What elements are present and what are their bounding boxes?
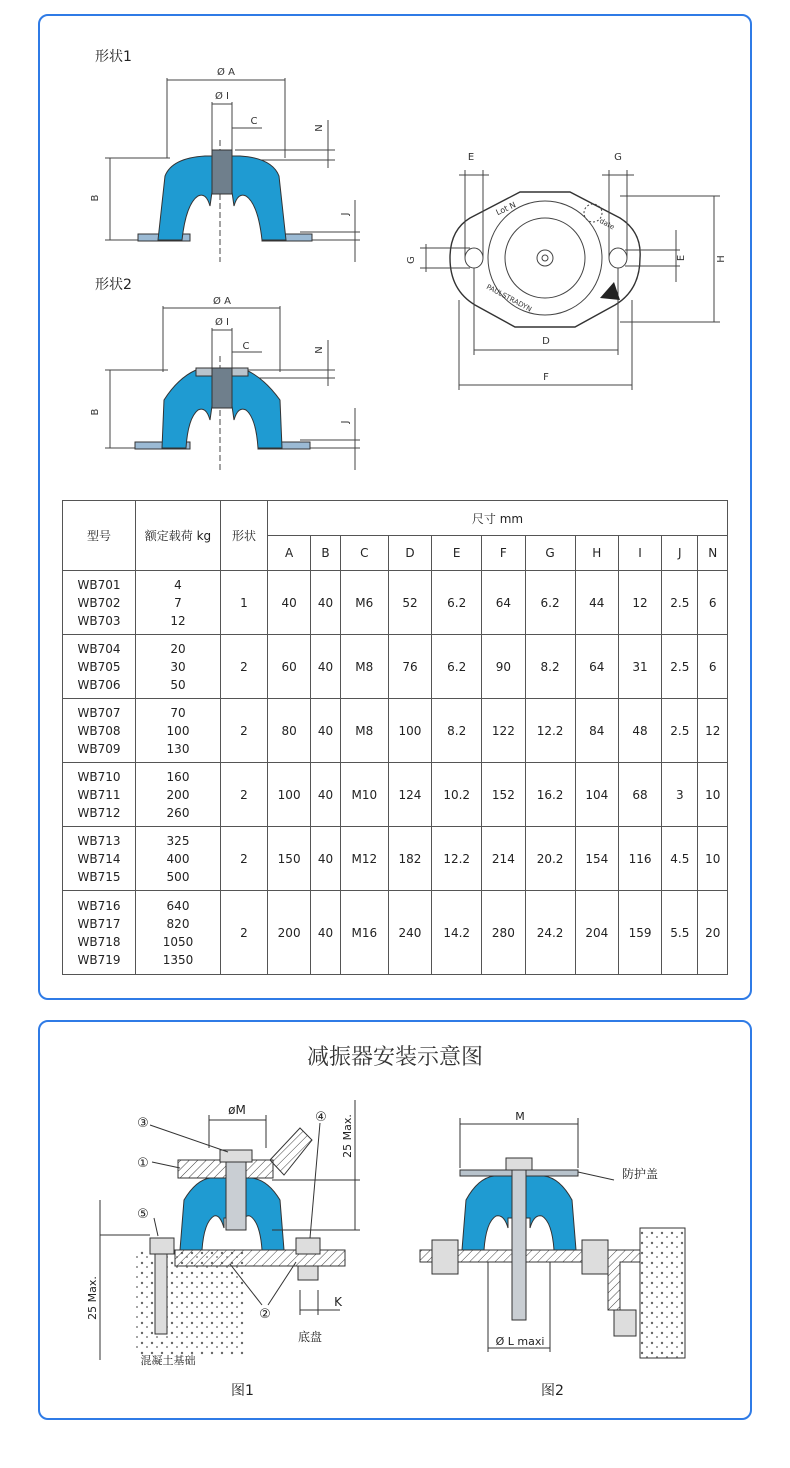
table-row (63, 827, 728, 891)
cell-shape: 2 (221, 891, 268, 975)
cell-loads (136, 635, 221, 699)
cell-shape: 2 (221, 763, 268, 827)
fig1-concrete: 混凝土基础 (140, 1354, 196, 1367)
cell-dim-i: 31 (618, 635, 661, 699)
cell-dim-g: 24.2 (525, 891, 575, 975)
cell-dim-d: 182 (388, 827, 431, 891)
th-dim-g: G (525, 536, 575, 571)
cell-dim-i: 48 (618, 699, 661, 763)
model-name: WB718 (77, 934, 121, 949)
mark-brand: PAULSTRADYN (484, 282, 533, 314)
install-title: 减振器安装示意图 (306, 1045, 483, 1070)
cell-dim-j: 2.5 (662, 635, 698, 699)
cell-dim-h: 204 (575, 891, 618, 975)
cell-dim-h: 44 (575, 571, 618, 635)
cell-shape: 1 (221, 571, 268, 635)
cell-loads (136, 891, 221, 975)
cell-models (63, 571, 136, 635)
cell-dim-f: 122 (482, 699, 525, 763)
load-value: 12 (170, 613, 186, 628)
table-row (63, 891, 728, 975)
model-name: WB704 (77, 641, 121, 656)
cell-loads (136, 699, 221, 763)
model-name: WB710 (77, 769, 121, 784)
dim-E-top: E (467, 152, 475, 163)
dim-N-2: N (314, 346, 325, 354)
cell-dim-h: 104 (575, 763, 618, 827)
cell-dim-c: M16 (340, 891, 388, 975)
cell-dim-g: 12.2 (525, 699, 575, 763)
callout-2: ② (259, 1307, 271, 1322)
model-name: WB705 (77, 659, 121, 674)
cell-dim-g: 16.2 (525, 763, 575, 827)
load-value: 4 (174, 577, 182, 592)
dimension-drawings (0, 0, 790, 500)
load-value: 50 (170, 677, 186, 692)
load-value: 820 (166, 916, 190, 931)
model-name: WB712 (77, 805, 121, 820)
caption-fig2: 图2 (541, 1383, 564, 1399)
cell-dim-j: 4.5 (662, 827, 698, 891)
load-value: 260 (166, 805, 190, 820)
th-dim-b: B (311, 536, 340, 571)
load-value: 1050 (162, 934, 194, 949)
cell-dim-a: 40 (268, 571, 311, 635)
cell-shape: 2 (221, 635, 268, 699)
cell-dim-a: 60 (268, 635, 311, 699)
cell-dim-g: 20.2 (525, 827, 575, 891)
model-name: WB708 (77, 723, 121, 738)
cell-dim-j: 5.5 (662, 891, 698, 975)
dim-G-top: G (614, 152, 622, 163)
install-drawings (0, 1090, 790, 1380)
cell-dim-i: 12 (618, 571, 661, 635)
model-name: WB711 (77, 787, 121, 802)
cell-dim-c: M10 (340, 763, 388, 827)
cell-dim-a: 100 (268, 763, 311, 827)
model-name: WB717 (77, 916, 121, 931)
cell-dim-e: 6.2 (432, 635, 482, 699)
cell-dim-n: 10 (698, 827, 728, 891)
dim-D: D (542, 336, 550, 347)
model-name: WB719 (77, 952, 121, 967)
dim-E-side: E (676, 254, 687, 262)
load-value: 400 (166, 851, 190, 866)
cell-dim-f: 90 (482, 635, 525, 699)
load-value: 200 (166, 787, 190, 802)
cell-dim-n: 6 (698, 571, 728, 635)
mark-lot: Lot N (494, 200, 518, 218)
cell-shape: 2 (221, 699, 268, 763)
fig2-cover: 防护盖 (621, 1167, 659, 1181)
cell-loads (136, 827, 221, 891)
cell-dim-g: 8.2 (525, 635, 575, 699)
cell-dim-d: 100 (388, 699, 431, 763)
model-name: WB713 (77, 833, 121, 848)
cell-dim-i: 68 (618, 763, 661, 827)
cell-dim-d: 76 (388, 635, 431, 699)
cell-models (63, 891, 136, 975)
cell-dim-i: 159 (618, 891, 661, 975)
th-dim-a: A (268, 536, 311, 571)
cell-dim-e: 8.2 (432, 699, 482, 763)
cell-dim-f: 152 (482, 763, 525, 827)
cell-models (63, 699, 136, 763)
cell-dim-b: 40 (311, 763, 340, 827)
fig1-phiM: øM (228, 1103, 246, 1117)
cell-dim-j: 3 (662, 763, 698, 827)
dim-phiI-2: Ø I (215, 317, 229, 328)
load-value: 1350 (162, 952, 194, 967)
cell-dim-d: 52 (388, 571, 431, 635)
dim-H: H (716, 255, 727, 263)
fig1-base: 底盘 (297, 1330, 323, 1344)
cell-dim-d: 240 (388, 891, 431, 975)
cell-dim-c: M8 (340, 635, 388, 699)
cell-models (63, 827, 136, 891)
cell-dim-f: 214 (482, 827, 525, 891)
th-dim-f: F (482, 536, 525, 571)
callout-4: ④ (315, 1110, 327, 1125)
load-value: 70 (170, 705, 186, 720)
cell-dim-a: 80 (268, 699, 311, 763)
load-value: 130 (166, 741, 190, 756)
callout-1: ① (137, 1156, 149, 1171)
cell-loads (136, 571, 221, 635)
dim-G-side: G (406, 256, 417, 264)
caption-fig1: 图1 (231, 1383, 254, 1399)
cell-dim-c: M12 (340, 827, 388, 891)
fig2-phiL: Ø L maxi (495, 1335, 545, 1348)
callout-5: ⑤ (137, 1207, 149, 1222)
dim-F: F (543, 372, 549, 383)
cell-dim-j: 2.5 (662, 571, 698, 635)
cell-dim-f: 280 (482, 891, 525, 975)
fig1-K: K (334, 1295, 342, 1309)
cell-dim-i: 116 (618, 827, 661, 891)
dim-phiA-2: Ø A (213, 296, 231, 307)
shape2-label: 形状2 (95, 277, 132, 293)
load-value: 30 (170, 659, 186, 674)
load-value: 160 (166, 769, 190, 784)
cell-loads (136, 763, 221, 827)
model-name: WB715 (77, 869, 121, 884)
callout-3: ③ (137, 1116, 149, 1131)
spec-table (62, 500, 728, 975)
th-shape: 形状 (221, 501, 268, 571)
model-name: WB714 (77, 851, 121, 866)
cell-dim-c: M8 (340, 699, 388, 763)
load-value: 20 (170, 641, 186, 656)
dim-J-1: J (340, 212, 351, 216)
table-row (63, 571, 728, 635)
cell-dim-n: 12 (698, 699, 728, 763)
cell-dim-n: 6 (698, 635, 728, 699)
cell-dim-e: 12.2 (432, 827, 482, 891)
load-value: 325 (166, 833, 190, 848)
dim-C-2: C (242, 341, 250, 352)
cell-dim-b: 40 (311, 571, 340, 635)
load-value: 100 (166, 723, 190, 738)
cell-dim-d: 124 (388, 763, 431, 827)
model-name: WB701 (77, 577, 121, 592)
th-dim-d: D (388, 536, 431, 571)
model-name: WB702 (77, 595, 121, 610)
th-dims: 尺寸 mm (268, 501, 728, 536)
cell-dim-h: 64 (575, 635, 618, 699)
cell-dim-b: 40 (311, 891, 340, 975)
cell-dim-n: 10 (698, 763, 728, 827)
model-name: WB716 (77, 898, 121, 913)
cell-dim-b: 40 (311, 635, 340, 699)
th-dim-n: N (698, 536, 728, 571)
cell-dim-a: 200 (268, 891, 311, 975)
cell-dim-b: 40 (311, 699, 340, 763)
load-value: 640 (166, 898, 190, 913)
cell-dim-g: 6.2 (525, 571, 575, 635)
cell-dim-e: 14.2 (432, 891, 482, 975)
load-value: 7 (174, 595, 182, 610)
model-name: WB703 (77, 613, 121, 628)
fig1-25max-top: 25 Max. (341, 1114, 354, 1158)
cell-dim-n: 20 (698, 891, 728, 975)
cell-dim-b: 40 (311, 827, 340, 891)
th-load: 额定载荷 kg (136, 501, 221, 571)
dim-B-1: B (90, 194, 101, 202)
th-model: 型号 (63, 501, 136, 571)
th-dim-j: J (662, 536, 698, 571)
table-row (63, 699, 728, 763)
table-row (63, 635, 728, 699)
cell-dim-a: 150 (268, 827, 311, 891)
cell-models (63, 763, 136, 827)
th-dim-c: C (340, 536, 388, 571)
dim-phiI-1: Ø I (215, 91, 229, 102)
cell-dim-e: 6.2 (432, 571, 482, 635)
table-row (63, 763, 728, 827)
cell-dim-h: 84 (575, 699, 618, 763)
cell-models (63, 635, 136, 699)
model-name: WB707 (77, 705, 121, 720)
dim-phiA-1: Ø A (217, 67, 235, 78)
dim-N-1: N (314, 124, 325, 132)
cell-dim-e: 10.2 (432, 763, 482, 827)
dim-C-1: C (250, 116, 258, 127)
cell-dim-j: 2.5 (662, 699, 698, 763)
dim-J-2: J (340, 420, 351, 424)
model-name: WB709 (77, 741, 121, 756)
th-dim-h: H (575, 536, 618, 571)
cell-shape: 2 (221, 827, 268, 891)
fig1-25max-left: 25 Max. (86, 1276, 99, 1320)
fig2-M: M (515, 1110, 525, 1123)
cell-dim-h: 154 (575, 827, 618, 891)
mark-date: date (598, 216, 616, 232)
shape1-label: 形状1 (95, 49, 132, 65)
dim-B-2: B (90, 408, 101, 416)
cell-dim-f: 64 (482, 571, 525, 635)
th-dim-e: E (432, 536, 482, 571)
cell-dim-c: M6 (340, 571, 388, 635)
model-name: WB706 (77, 677, 121, 692)
th-dim-i: I (618, 536, 661, 571)
load-value: 500 (166, 869, 190, 884)
